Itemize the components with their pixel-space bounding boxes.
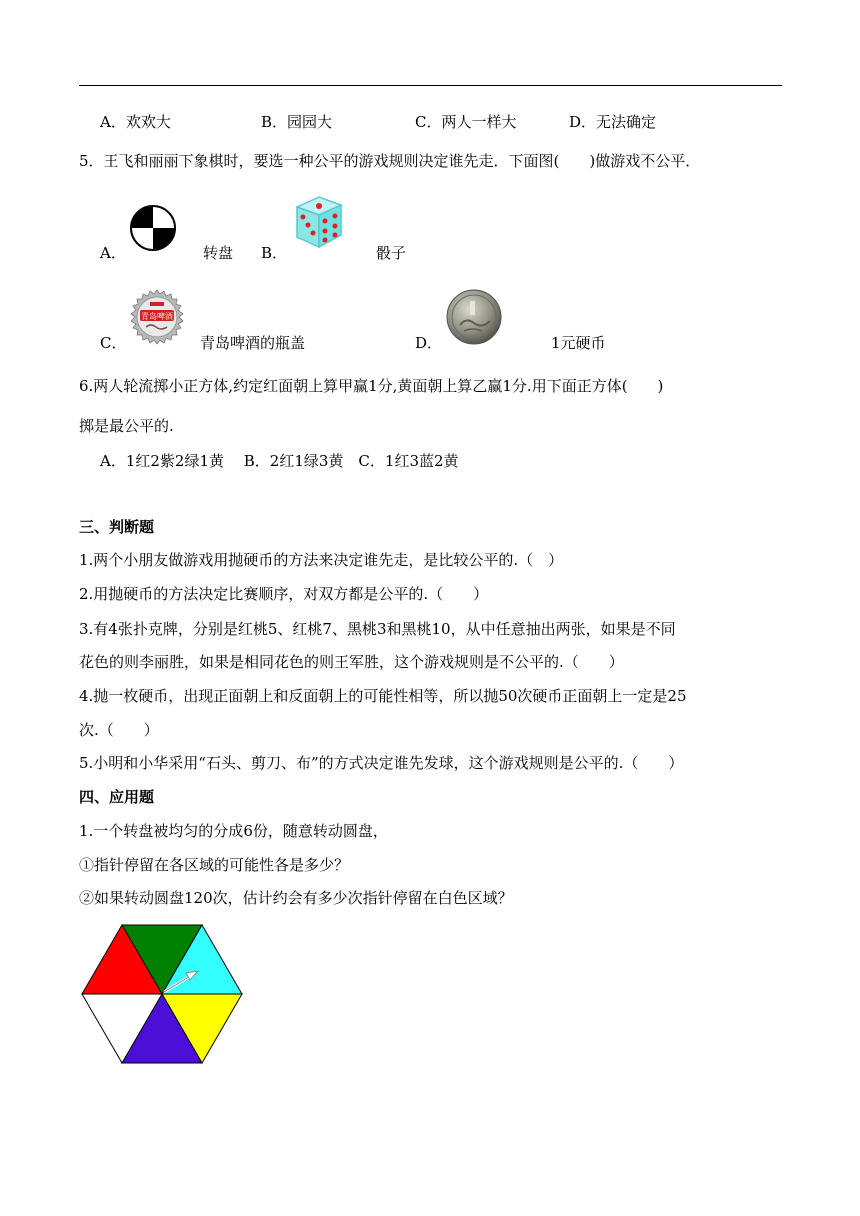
q5-option-b-letter: B． xyxy=(261,244,288,262)
coin-icon xyxy=(446,289,502,345)
hexagon-spinner-diagram xyxy=(80,924,244,1064)
q4-option-d: D．无法确定 xyxy=(569,113,657,131)
q4-option-c: C．两人一样大 xyxy=(415,113,517,131)
s3-q2: 2.用抛硬币的方法决定比赛顺序，对双方都是公平的.（ ） xyxy=(79,585,489,603)
header-rule xyxy=(79,85,782,86)
bottle-cap-logo-text: 青岛啤酒 xyxy=(141,312,173,321)
s3-q3-line-2: 花色的则李丽胜，如果是相同花色的则王军胜，这个游戏规则是不公平的.（ ） xyxy=(79,653,624,671)
s3-q5: 5.小明和小华采用“石头、剪刀、布”的方式决定谁先发球，这个游戏规则是公平的.（ ） xyxy=(79,754,684,772)
q5-stem: 5．王飞和丽丽下象棋时，要选一种公平的游戏规则决定谁先走．下面图( )做游戏不公平． xyxy=(79,152,701,170)
q4-option-b: B．园园大 xyxy=(261,113,333,131)
q5-option-c-letter: C． xyxy=(100,334,127,352)
q6-line-2: 掷是最公平的. xyxy=(79,417,174,435)
spinner-icon xyxy=(129,204,177,252)
q6-options: A．1红2紫2绿1黄 B．2红1绿3黄 C．1红3蓝2黄 xyxy=(100,452,459,470)
q5-option-a-label: 转盘 xyxy=(203,244,234,262)
q5-option-a-letter: A． xyxy=(100,244,126,262)
s4-q1-line-1: 1.一个转盘被均匀的分成6份，随意转动圆盘， xyxy=(79,822,388,840)
s3-q4-line-1: 4.抛一枚硬币，出现正面朝上和反面朝上的可能性相等，所以抛50次硬币正面朝上一定是25 xyxy=(79,687,687,705)
section-4-title: 四、应用题 xyxy=(79,788,155,806)
dice-icon xyxy=(289,193,347,251)
s3-q4-line-2: 次.（ ） xyxy=(79,721,159,739)
s4-q1-sub-2: ②如果转动圆盘120次，估计约会有多少次指针停留在白色区域？ xyxy=(79,889,513,907)
q5-option-c-label: 青岛啤酒的瓶盖 xyxy=(200,334,306,352)
s4-q1-sub-1: ①指针停留在各区域的可能性各是多少？ xyxy=(79,856,350,874)
s3-q3-line-1: 3.有4张扑克牌，分别是红桃5、红桃7、黑桃3和黑桃10，从中任意抽出两张，如果是不同 xyxy=(79,620,676,638)
section-3-title: 三、判断题 xyxy=(79,518,155,536)
bottle-cap-icon xyxy=(129,289,185,345)
q5-option-d-letter: D． xyxy=(415,334,443,352)
q5-option-d-label: 1元硬币 xyxy=(551,334,606,352)
q4-option-a: A．欢欢大 xyxy=(100,113,171,131)
s3-q1: 1.两个小朋友做游戏用抛硬币的方法来决定谁先走，是比较公平的.（ ） xyxy=(79,551,564,569)
q5-option-b-label: 骰子 xyxy=(376,244,407,262)
q6-line-1: 6.两人轮流掷小正方体,约定红面朝上算甲赢1分,黄面朝上算乙赢1分.用下面正方体( ) xyxy=(79,377,664,395)
